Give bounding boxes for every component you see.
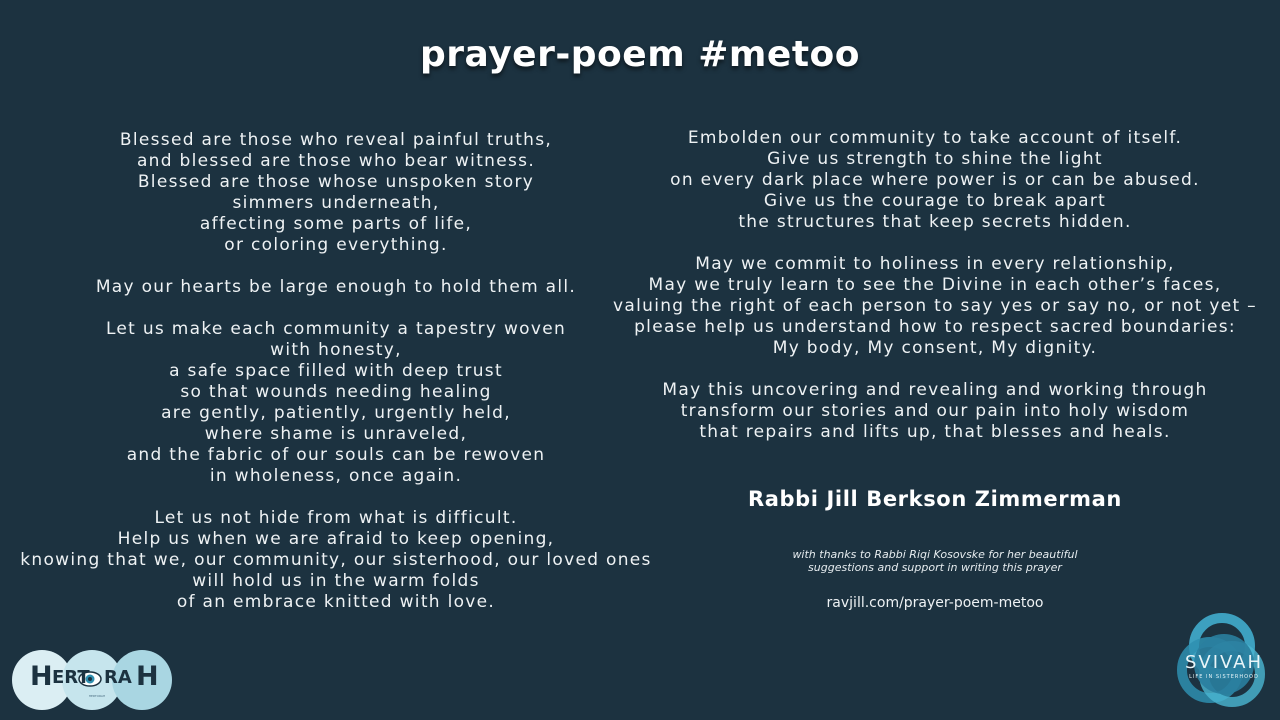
hertorah-logo-name: HERTORAH	[88, 694, 106, 698]
poem-left-column	[0, 130, 672, 613]
poem-line: Help us when we are afraid to keep opening,	[117, 529, 555, 549]
poem-line: Blessed are those whose unspoken story	[137, 172, 535, 192]
poem-line: Give us the courage to break apart	[763, 191, 1107, 211]
poem-line: May this uncovering and revealing and working through	[662, 380, 1208, 400]
right-stanza	[598, 380, 1272, 443]
poem-line: May we commit to holiness in every relationship,	[695, 254, 1175, 274]
poem-line: the structures that keep secrets hidden.	[738, 212, 1132, 232]
source-url: ravjill.com/prayer-poem-metoo	[826, 595, 1044, 611]
poem-right-column	[598, 128, 1272, 443]
poem-line: are gently, patiently, urgently held,	[161, 403, 511, 423]
poem-line: so that wounds needing healing	[180, 382, 492, 402]
left-stanza	[0, 508, 672, 613]
poem-line: or coloring everything.	[224, 235, 448, 255]
acknowledgement-line-1: with thanks to Rabbi Riqi Kosovske for her beautiful	[792, 548, 1078, 561]
poem-line: that repairs and lifts up, that blesses and heals.	[699, 422, 1171, 442]
acknowledgement	[598, 548, 1272, 574]
left-stanza	[0, 130, 672, 256]
poem-line: My body, My consent, My dignity.	[772, 338, 1098, 358]
poem-line: valuing the right of each person to say yes or say no, or not yet –	[613, 296, 1257, 316]
svivah-tagline: LIFE IN SISTERHOOD	[1189, 674, 1259, 680]
page-title: prayer-poem #metoo	[419, 34, 860, 75]
poem-line: simmers underneath,	[232, 193, 440, 213]
poem-line: of an embrace knitted with love.	[176, 592, 496, 612]
acknowledgement-line-2: suggestions and support in writing this prayer	[808, 561, 1062, 574]
poem-line: affecting some parts of life,	[199, 214, 473, 234]
svivah-logo	[1172, 612, 1276, 716]
poem-line: May our hearts be large enough to hold them all.	[95, 277, 577, 297]
poem-line: May we truly learn to see the Divine in each other’s faces,	[648, 275, 1222, 295]
poem-line: with honesty,	[270, 340, 402, 360]
poem-line: Embolden our community to take account of itself.	[687, 128, 1183, 148]
poem-line: and the fabric of our souls can be rewoven	[126, 445, 546, 465]
svivah-wordmark: SVIVAH	[1184, 652, 1264, 673]
poem-line: in wholeness, once again.	[209, 466, 463, 486]
left-stanza	[0, 277, 672, 298]
poem-line: Give us strength to shine the light	[767, 149, 1103, 169]
poem-line: will hold us in the warm folds	[192, 571, 480, 591]
left-stanza	[0, 319, 672, 487]
poem-line: please help us understand how to respect sacred boundaries:	[634, 317, 1236, 337]
poem-line: Let us make each community a tapestry woven	[105, 319, 567, 339]
poem-line: Let us not hide from what is difficult.	[154, 508, 518, 528]
poem-line: and blessed are those who bear witness.	[136, 151, 536, 171]
right-stanza	[598, 254, 1272, 359]
author-name: Rabbi Jill Berkson Zimmerman	[748, 487, 1122, 511]
poem-line: where shame is unraveled,	[204, 424, 468, 444]
poem-line: a safe space filled with deep trust	[169, 361, 503, 381]
right-stanza	[598, 128, 1272, 233]
poem-line: knowing that we, our community, our sisterhood, our loved ones	[20, 550, 652, 570]
poem-line: Blessed are those who reveal painful truths,	[119, 130, 553, 150]
hertorah-logo: H ERT RA H HERTORAH	[12, 650, 172, 710]
poem-line: on every dark place where power is or can be abused.	[670, 170, 1200, 190]
poem-line: transform our stories and our pain into holy wisdom	[680, 401, 1190, 421]
